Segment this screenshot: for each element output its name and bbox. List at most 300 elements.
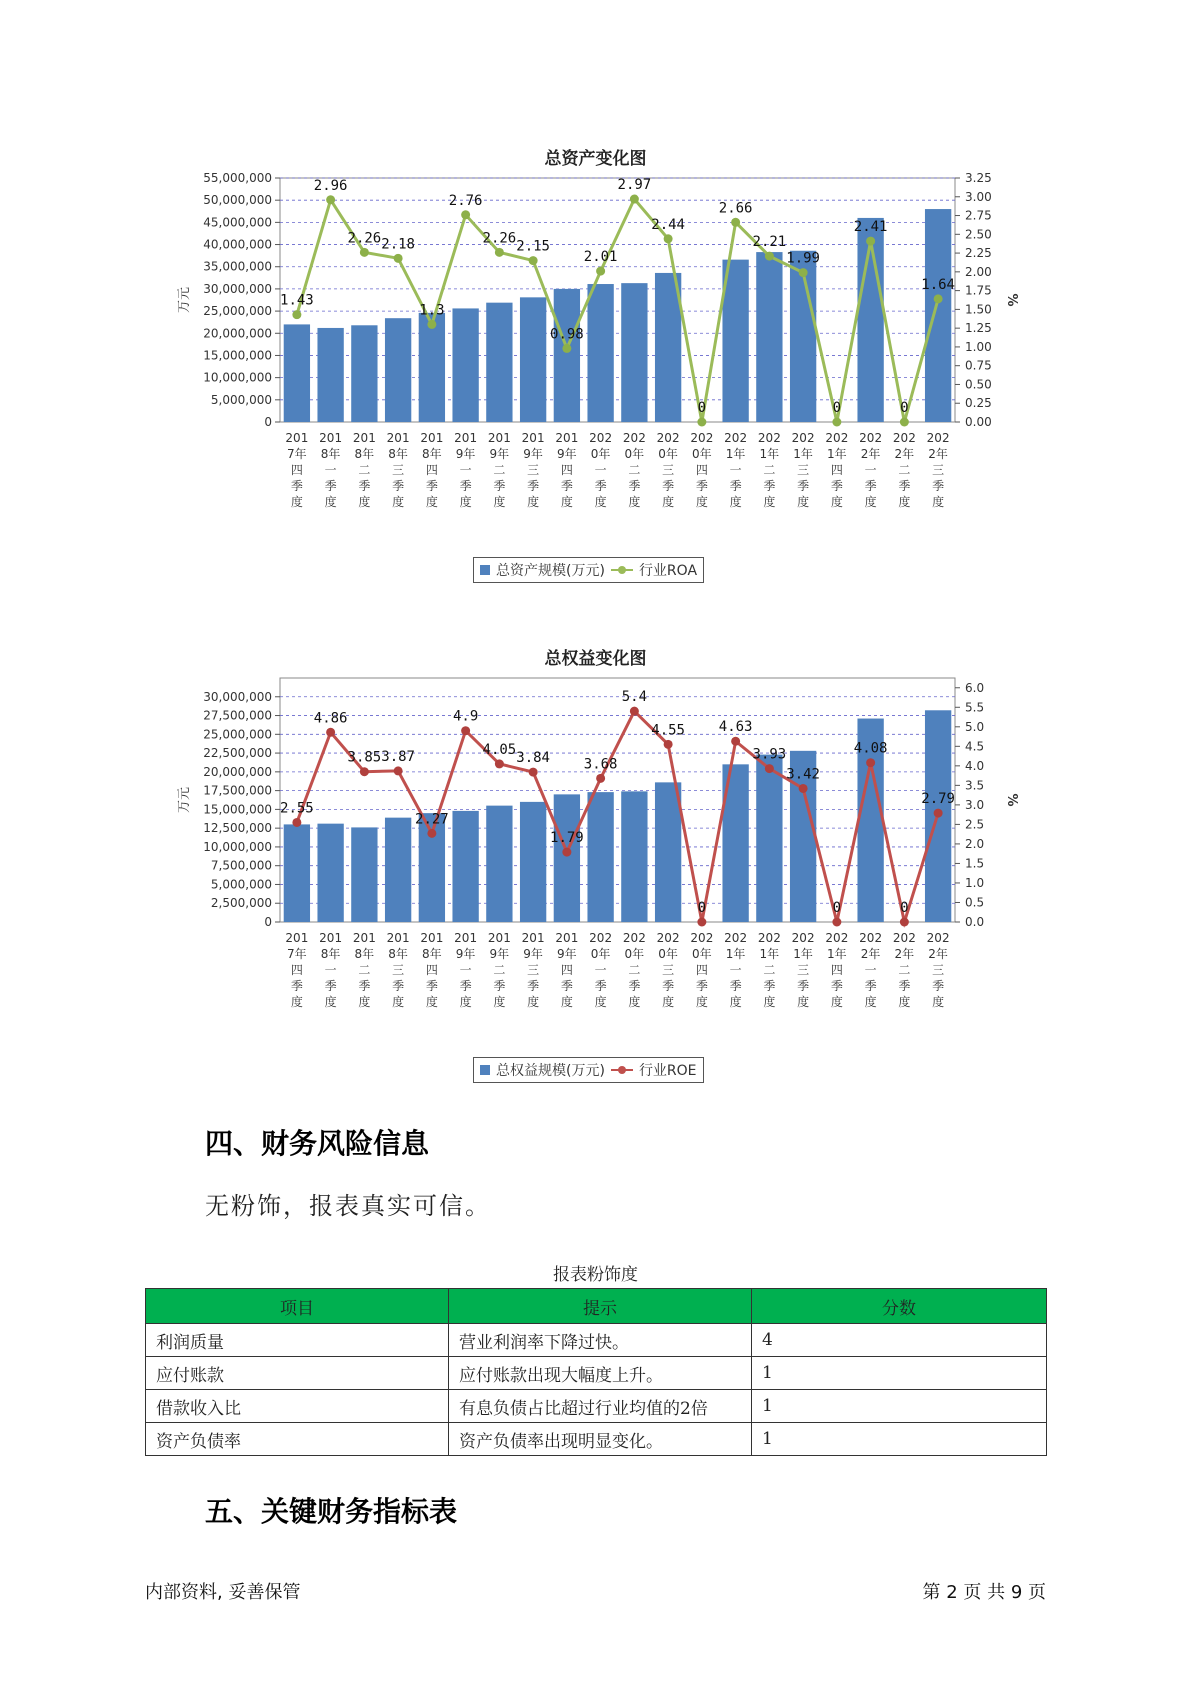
line-point [765, 764, 774, 773]
x-tick-label-part: 8年 [320, 447, 341, 461]
x-tick-label-part: 一 [594, 963, 607, 977]
right-tick-label: 0.25 [965, 396, 992, 411]
x-tick-label-part: 度 [729, 495, 742, 509]
x-tick-label [488, 931, 511, 1009]
x-tick-label-part: 季 [290, 979, 303, 993]
data-label: 5.4 [621, 689, 648, 706]
x-tick-label-part: 四 [425, 963, 438, 977]
x-tick-label-part: 201 [420, 431, 444, 445]
left-tick-label: 5,000,000 [210, 392, 272, 407]
x-tick-label-part: 度 [729, 995, 742, 1009]
line-point [427, 320, 436, 329]
data-label: 3.42 [786, 766, 820, 783]
legend-line-swatch [611, 1065, 633, 1075]
table-cell: 资产负债率 [146, 1423, 449, 1456]
line-point [697, 918, 706, 927]
x-tick-label-part: 度 [560, 495, 573, 509]
x-tick-label-part: 季 [898, 479, 911, 493]
x-tick-label-part: 1年 [793, 947, 813, 961]
x-tick-label-part: 202 [859, 431, 883, 445]
whitewash-table [145, 1288, 1047, 1456]
line-point [799, 268, 808, 277]
line-point [866, 758, 875, 767]
x-tick-label-part: 201 [487, 931, 511, 945]
left-tick-label: 25,000,000 [203, 727, 272, 742]
x-tick-label [522, 931, 545, 1009]
x-tick-label-part: 201 [555, 431, 579, 445]
left-tick-label: 35,000,000 [203, 259, 272, 274]
x-tick-label-part: 季 [290, 479, 303, 493]
right-tick-label: 3.5 [965, 778, 985, 793]
line-point [630, 195, 639, 204]
x-tick-label-part: 7年 [287, 447, 307, 461]
x-tick-label-part: 度 [560, 995, 573, 1009]
x-tick-label-part: 8年 [388, 447, 408, 461]
line-point [292, 818, 301, 827]
x-tick-label-part: 度 [628, 995, 641, 1009]
x-tick-label-part: 1年 [827, 447, 847, 461]
table-cell: 1 [752, 1357, 1047, 1390]
x-tick-label [758, 931, 781, 1009]
data-label: 0 [900, 400, 909, 416]
section-4-heading: 四、财务风险信息 [205, 1127, 430, 1160]
left-tick-label: 25,000,000 [203, 304, 272, 319]
line-point [731, 218, 740, 227]
x-tick-label-part: 三 [662, 963, 675, 977]
line-point [461, 210, 470, 219]
data-label: 2.26 [482, 230, 517, 247]
line-point [799, 784, 808, 793]
x-tick-label-part: 度 [628, 495, 641, 509]
left-tick-label: 10,000,000 [203, 370, 272, 385]
data-label: 2.96 [313, 177, 348, 194]
line-point [731, 737, 740, 746]
x-tick-label-part: 四 [425, 463, 438, 477]
line-point [394, 766, 403, 775]
x-tick-label-part: 季 [695, 979, 708, 993]
left-tick-label: 15,000,000 [203, 802, 272, 817]
legend-bar-swatch [480, 565, 490, 575]
data-label: 0 [832, 400, 842, 416]
x-tick-label-part: 202 [791, 931, 815, 945]
data-label: 2.01 [583, 249, 618, 266]
bar [452, 308, 478, 422]
x-tick-label [353, 431, 376, 509]
x-tick-label-part: 202 [690, 931, 714, 945]
x-tick-label-part: 四 [830, 463, 843, 477]
left-tick-label: 5,000,000 [210, 877, 272, 892]
right-tick-label: 5.0 [965, 719, 985, 734]
line-point [596, 267, 605, 276]
bar [756, 252, 782, 422]
left-tick-label: 0 [264, 415, 272, 429]
x-tick-label [387, 431, 410, 509]
left-tick-label: 10,000,000 [203, 839, 272, 854]
x-tick-label-part: 度 [898, 995, 911, 1009]
x-tick-label-part: 1年 [725, 947, 746, 961]
data-label: 1.43 [280, 292, 314, 309]
data-label: 2.55 [280, 800, 314, 817]
x-tick-label-part: 季 [560, 479, 573, 493]
table-row [146, 1423, 1047, 1456]
x-tick-label [623, 931, 646, 1009]
legend-line-swatch [611, 565, 633, 575]
x-tick-label-part: 度 [392, 995, 405, 1009]
x-tick-label-part: 度 [830, 495, 843, 509]
x-tick-label-part: 度 [797, 495, 810, 509]
section-4-paragraph: 无粉饰，报表真实可信。 [205, 1192, 491, 1220]
x-tick-label-part: 一 [459, 963, 472, 977]
x-tick-label-part: 201 [555, 931, 579, 945]
footer-page-number: 第 2 页 共 9 页 [922, 1582, 1046, 1603]
table-cell: 利润质量 [146, 1324, 449, 1357]
x-tick-label-part: 季 [898, 979, 911, 993]
left-tick-label: 20,000,000 [203, 326, 272, 341]
x-tick-label-part: 8年 [354, 947, 375, 961]
x-tick-label-part: 度 [594, 995, 607, 1009]
line-point [664, 740, 673, 749]
data-label: 1.64 [921, 276, 955, 293]
table-header-item: 项目 [146, 1289, 449, 1324]
data-label: 1.3 [419, 302, 445, 319]
x-tick-label-part: 8年 [422, 447, 442, 461]
x-tick-label-part: 1年 [759, 947, 780, 961]
x-tick-label-part: 季 [628, 979, 641, 993]
right-tick-label: 4.0 [965, 758, 985, 773]
x-tick-label-part: 2年 [928, 447, 948, 461]
x-tick-label [454, 431, 477, 509]
x-tick-label-part: 0年 [624, 947, 645, 961]
x-tick-label [690, 431, 713, 509]
x-tick-label [319, 431, 342, 509]
data-label: 0 [900, 900, 909, 916]
x-tick-label-part: 季 [763, 479, 776, 493]
x-tick-label-part: 一 [729, 963, 742, 977]
bar [385, 818, 411, 922]
x-tick-label-part: 季 [493, 479, 506, 493]
right-tick-label: 0.00 [965, 415, 992, 429]
x-tick-label-part: 季 [594, 479, 607, 493]
x-tick-label-part: 度 [493, 495, 506, 509]
x-tick-label-part: 季 [797, 979, 810, 993]
x-tick-label-part: 季 [864, 979, 877, 993]
x-tick-label-part: 201 [285, 431, 309, 445]
x-tick-label-part: 201 [386, 931, 410, 945]
x-tick-label-part: 度 [763, 495, 776, 509]
right-tick-label: 0.0 [965, 915, 985, 929]
bar [554, 794, 580, 922]
x-tick-label-part: 季 [864, 479, 877, 493]
line-point [326, 195, 335, 204]
x-tick-label [758, 431, 781, 509]
x-tick-label-part: 201 [386, 431, 410, 445]
right-tick-label: 1.75 [965, 283, 992, 298]
bar [419, 313, 445, 422]
x-tick-label [420, 431, 443, 509]
bar [452, 811, 478, 922]
x-tick-label-part: 季 [392, 979, 405, 993]
x-tick-label [657, 931, 680, 1009]
x-tick-label-part: 201 [352, 931, 376, 945]
right-tick-label: 3.00 [965, 189, 992, 204]
bar [351, 325, 377, 422]
table-cell: 4 [752, 1324, 1047, 1357]
x-tick-label-part: 202 [859, 931, 883, 945]
data-label: 0.98 [550, 326, 584, 343]
x-tick-label [657, 431, 680, 509]
x-tick-label-part: 四 [830, 963, 843, 977]
x-tick-label-part: 0年 [692, 447, 712, 461]
data-label: 2.21 [752, 234, 787, 251]
line-point [900, 918, 909, 927]
bar [284, 324, 310, 422]
x-tick-label-part: 度 [527, 495, 540, 509]
x-tick-label-part: 季 [662, 479, 675, 493]
x-tick-label-part: 度 [695, 495, 708, 509]
bar [554, 289, 580, 422]
x-tick-label-part: 202 [825, 931, 849, 945]
right-tick-label: 2.5 [965, 817, 985, 832]
left-tick-label: 55,000,000 [203, 171, 272, 185]
x-tick-label-part: 三 [662, 463, 675, 477]
x-tick-label-part: 度 [830, 995, 843, 1009]
data-label: 2.44 [651, 216, 685, 233]
x-tick-label-part: 0年 [590, 447, 611, 461]
x-tick-label-part: 季 [459, 979, 472, 993]
line-point [461, 726, 470, 735]
x-tick-label [454, 931, 477, 1009]
x-tick-label [319, 931, 342, 1009]
plot-area [280, 678, 955, 922]
table-cell: 1 [752, 1390, 1047, 1423]
x-tick-label-part: 202 [589, 431, 613, 445]
bar [317, 824, 343, 922]
x-tick-label [555, 931, 578, 1009]
left-tick-label: 27,500,000 [203, 708, 272, 723]
table-header-row [146, 1289, 1047, 1324]
bar [351, 827, 377, 922]
line-point [529, 768, 538, 777]
data-label: 1.79 [550, 830, 584, 847]
x-tick-label-part: 201 [454, 431, 478, 445]
x-tick-label-part: 度 [932, 995, 945, 1009]
x-tick-label [893, 931, 916, 1009]
x-tick-label-part: 四 [560, 963, 573, 977]
x-tick-label-part: 202 [656, 931, 680, 945]
x-tick-label-part: 二 [763, 463, 776, 477]
line-point [326, 728, 335, 737]
table-row [146, 1357, 1047, 1390]
x-tick-label-part: 二 [628, 463, 641, 477]
x-tick-label-part: 度 [459, 495, 472, 509]
data-label: 0 [832, 900, 842, 916]
x-tick-label-part: 201 [420, 931, 444, 945]
line-point [900, 418, 909, 427]
line-point [596, 774, 605, 783]
x-tick-label-part: 四 [560, 463, 573, 477]
line-point [934, 294, 943, 303]
x-tick-label-part: 季 [729, 479, 742, 493]
bar [284, 824, 310, 922]
data-label: 2.97 [617, 177, 652, 194]
x-tick-label-part: 季 [830, 479, 843, 493]
left-tick-label: 7,500,000 [210, 858, 272, 873]
x-tick-label-part: 二 [493, 463, 506, 477]
left-tick-label: 40,000,000 [203, 237, 272, 252]
line-point [495, 759, 504, 768]
data-label: 2.27 [415, 811, 449, 828]
line-point [866, 237, 875, 246]
x-tick-label-part: 一 [324, 463, 337, 477]
x-tick-label-part: 202 [589, 931, 613, 945]
bar [317, 328, 343, 422]
table-row [146, 1390, 1047, 1423]
legend-bar-label: 总资产规模(万元) [496, 563, 605, 579]
data-label: 0 [697, 900, 707, 916]
x-tick-label [859, 931, 882, 1009]
data-label: 4.63 [718, 719, 753, 736]
data-label: 3.84 [516, 750, 550, 767]
x-tick-label-part: 一 [459, 463, 472, 477]
x-tick-label-part: 季 [459, 479, 472, 493]
data-label: 3.68 [583, 756, 618, 773]
line-point [292, 310, 301, 319]
x-tick-label-part: 季 [358, 979, 371, 993]
line-point [562, 344, 571, 353]
table-row [146, 1324, 1047, 1357]
x-tick-label-part: 度 [662, 995, 675, 1009]
x-tick-label-part: 2年 [894, 947, 915, 961]
left-tick-label: 30,000,000 [203, 281, 272, 296]
bar [756, 755, 782, 922]
data-label: 2.79 [921, 791, 955, 808]
x-tick-label [792, 931, 815, 1009]
x-tick-label-part: 9年 [455, 947, 476, 961]
data-label: 1.99 [786, 250, 820, 267]
data-label: 2.76 [448, 192, 483, 209]
x-tick-label-part: 季 [527, 979, 540, 993]
x-tick-label-part: 度 [763, 995, 776, 1009]
data-label: 2.15 [516, 238, 550, 255]
x-tick-label-part: 度 [594, 495, 607, 509]
data-label: 2.18 [381, 236, 415, 253]
left-tick-label: 45,000,000 [203, 215, 272, 230]
left-tick-label: 2,500,000 [210, 896, 272, 911]
x-tick-label-part: 三 [797, 963, 810, 977]
x-tick-label-part: 8年 [320, 947, 341, 961]
x-tick-label [623, 431, 646, 509]
table-cell: 资产负债率出现明显变化。 [449, 1423, 752, 1456]
x-tick-label-part: 9年 [557, 447, 577, 461]
line-point [360, 767, 369, 776]
x-tick-label-part: 二 [763, 963, 776, 977]
x-tick-label-part: 度 [425, 495, 438, 509]
x-tick-label-part: 201 [454, 931, 478, 945]
x-tick-label-part: 度 [898, 495, 911, 509]
bar [655, 782, 681, 922]
x-tick-label [825, 431, 848, 509]
table-caption: 报表粉饰度 [553, 1265, 638, 1285]
table-cell: 应付账款出现大幅度上升。 [449, 1357, 752, 1390]
x-tick-label-part: 0年 [624, 447, 645, 461]
x-tick-label-part: 9年 [489, 447, 510, 461]
x-tick-label-part: 三 [392, 463, 405, 477]
x-tick-label [927, 431, 950, 509]
x-tick-label-part: 度 [425, 995, 438, 1009]
legend-bar-swatch [480, 1065, 490, 1075]
table-header-score: 分数 [752, 1289, 1047, 1324]
table-cell: 1 [752, 1423, 1047, 1456]
bar [587, 284, 613, 422]
x-tick-label-part: 四 [695, 963, 708, 977]
right-tick-label: 1.00 [965, 339, 992, 354]
assets-chart-legend [473, 557, 704, 583]
x-tick-label-part: 四 [695, 463, 708, 477]
x-tick-label [859, 431, 882, 509]
line-point [562, 848, 571, 857]
x-tick-label-part: 二 [493, 963, 506, 977]
left-axis-label: 万元 [177, 286, 192, 314]
x-tick-label [285, 431, 308, 509]
x-tick-label-part: 8年 [422, 947, 442, 961]
x-tick-label-part: 季 [628, 479, 641, 493]
table-cell: 有息负债占比超过行业均值的2倍 [449, 1390, 752, 1423]
x-tick-label-part: 度 [527, 995, 540, 1009]
x-tick-label-part: 201 [521, 431, 545, 445]
section-5-heading: 五、关键财务指标表 [205, 1495, 458, 1528]
right-tick-label: 0.5 [965, 895, 985, 910]
left-tick-label: 22,500,000 [203, 746, 272, 761]
x-tick-label-part: 一 [594, 463, 607, 477]
x-tick-label-part: 季 [932, 979, 945, 993]
line-point [832, 418, 841, 427]
x-tick-label-part: 季 [392, 479, 405, 493]
footer-left: 内部资料, 妥善保管 [145, 1582, 301, 1603]
x-tick-label [555, 431, 578, 509]
x-tick-label-part: 二 [898, 963, 911, 977]
x-tick-label-part: 度 [392, 495, 405, 509]
x-tick-label-part: 四 [290, 963, 303, 977]
data-label: 3.85 [347, 749, 382, 766]
right-tick-label: 1.50 [965, 302, 992, 317]
x-tick-label [285, 931, 308, 1009]
x-tick-label-part: 季 [324, 479, 337, 493]
data-label: 4.55 [651, 722, 685, 739]
x-tick-label-part: 0年 [658, 947, 678, 961]
right-tick-label: 1.5 [965, 856, 985, 871]
equity-chart-title: 总权益变化图 [544, 649, 647, 669]
x-tick-label-part: 度 [493, 995, 506, 1009]
x-tick-label [353, 931, 376, 1009]
data-label: 2.66 [718, 200, 753, 217]
legend-bar-label: 总权益规模(万元) [496, 1063, 605, 1079]
table-cell: 营业利润率下降过快。 [449, 1324, 752, 1357]
x-tick-label-part: 季 [527, 479, 540, 493]
x-tick-label-part: 201 [319, 431, 343, 445]
data-label: 4.9 [452, 708, 479, 725]
line-point [934, 809, 943, 818]
right-tick-label: 4.5 [965, 739, 985, 754]
data-label: 0 [697, 400, 707, 416]
x-tick-label-part: 8年 [354, 447, 375, 461]
bar [621, 791, 647, 922]
x-tick-label-part: 9年 [523, 947, 543, 961]
x-tick-label [690, 931, 713, 1009]
left-tick-label: 12,500,000 [203, 821, 272, 836]
x-tick-label-part: 一 [864, 963, 877, 977]
x-tick-label-part: 9年 [523, 447, 543, 461]
bar [925, 209, 951, 422]
